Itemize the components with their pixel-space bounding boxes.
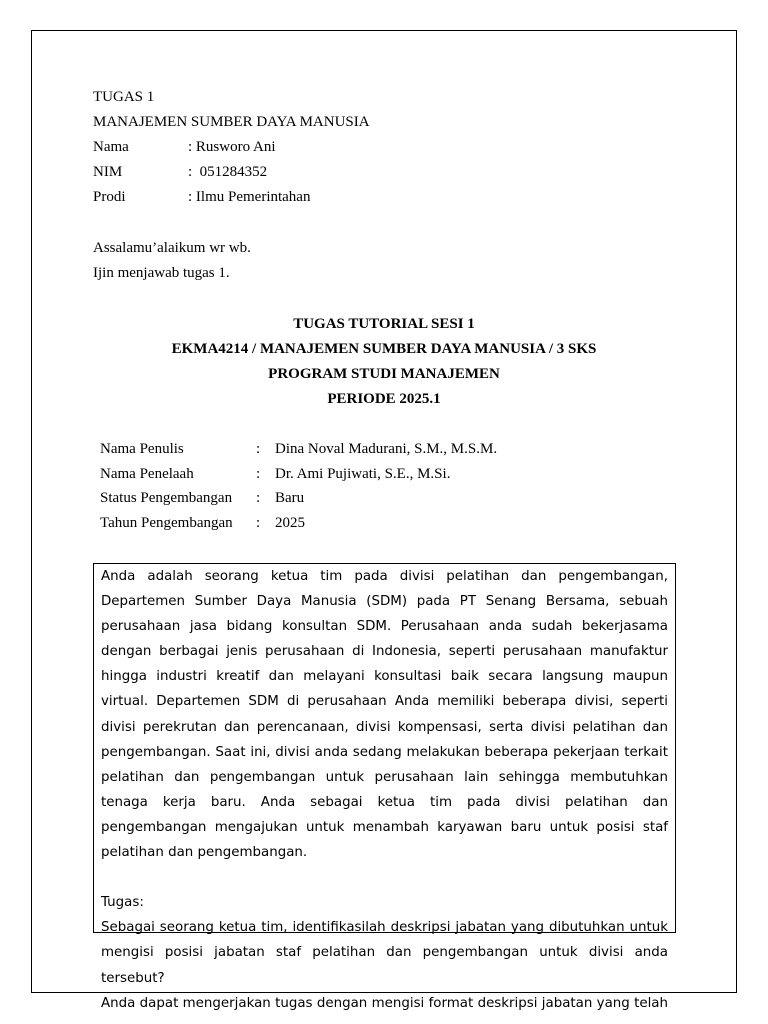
info-separator: : — [256, 515, 261, 531]
info-separator: : — [256, 490, 261, 506]
info-separator: : — [256, 441, 261, 457]
info-separator: : — [256, 466, 261, 482]
info-label: Status Pengembangan — [100, 490, 233, 506]
greeting-line-1: Assalamu’alaikum wr wb. — [93, 240, 251, 256]
field-label: Nama — [93, 139, 129, 155]
info-value: Dr. Ami Pujiwati, S.E., M.Si. — [275, 466, 451, 482]
title-line-4: PERIODE 2025.1 — [327, 391, 441, 407]
info-value: 2025 — [275, 515, 305, 531]
field-value: : Rusworo Ani — [188, 139, 276, 155]
case-paragraph: Anda adalah seorang ketua tim pada divisi pelatihan dan pengembangan, Departemen Sumber Daya Manusia (SDM) pada PT Senang Bersama, sebuah perusahaan jasa bidang konsultan SDM. Perusahaan anda sudah bekerjasama dengan berbagai jenis perusahaan di Indonesia, seperti perusahaan manufaktur hingga industri kreatif dan melayani konsultasi baik secara langsung maupun virtual. Departemen SDM di perusahaan Anda memiliki beberapa divisi, seperti divisi perekrutan dan perencanaan, divisi kompensasi, serta divisi pelatihan dan pengembangan. Saat ini, divisi anda sedang melakukan beberapa pekerjaan terkait pelatihan dan pengembangan untuk perusahaan lain sehingga membutuhkan tenaga kerja baru. Anda sebagai ketua tim pada divisi pelatihan dan pengembangan mengajukan untuk menambah karyawan baru untuk posisi staf pelatihan dan pengembangan. — [101, 569, 668, 861]
field-label: Prodi — [93, 189, 126, 205]
field-value: : 051284352 — [188, 164, 268, 180]
case-study-text — [101, 564, 668, 1016]
title-line-1: TUGAS TUTORIAL SESI 1 — [293, 316, 475, 332]
task-instruction: Anda dapat mengerjakan tugas dengan mengisi format deskripsi jabatan yang telah — [101, 995, 668, 1011]
greeting-line-2: Ijin menjawab tugas 1. — [93, 265, 230, 281]
info-label: Tahun Pengembangan — [100, 515, 233, 531]
info-value: Dina Noval Madurani, S.M., M.S.M. — [275, 441, 498, 457]
info-label: Nama Penelaah — [100, 466, 194, 482]
paragraph-spacer — [101, 865, 668, 890]
case-study-box — [93, 563, 676, 1011]
field-value: : Ilmu Pemerintahan — [188, 189, 311, 205]
task-heading: Tugas: — [101, 895, 144, 911]
assignment-title: TUGAS 1 — [93, 89, 155, 105]
info-value: Baru — [275, 490, 305, 506]
title-line-3: PROGRAM STUDI MANAJEMEN — [268, 366, 500, 382]
task-question: Sebagai seorang ketua tim, identifikasilah deskripsi jabatan yang dibutuhkan untuk mengisi posisi jabatan staf pelatihan dan pengembangan untuk divisi anda tersebut? — [101, 920, 668, 986]
field-label: NIM — [93, 164, 123, 180]
course-title: MANAJEMEN SUMBER DAYA MANUSIA — [93, 114, 370, 130]
title-line-2: EKMA4214 / MANAJEMEN SUMBER DAYA MANUSIA / 3 SKS — [171, 341, 597, 357]
info-label: Nama Penulis — [100, 441, 184, 457]
